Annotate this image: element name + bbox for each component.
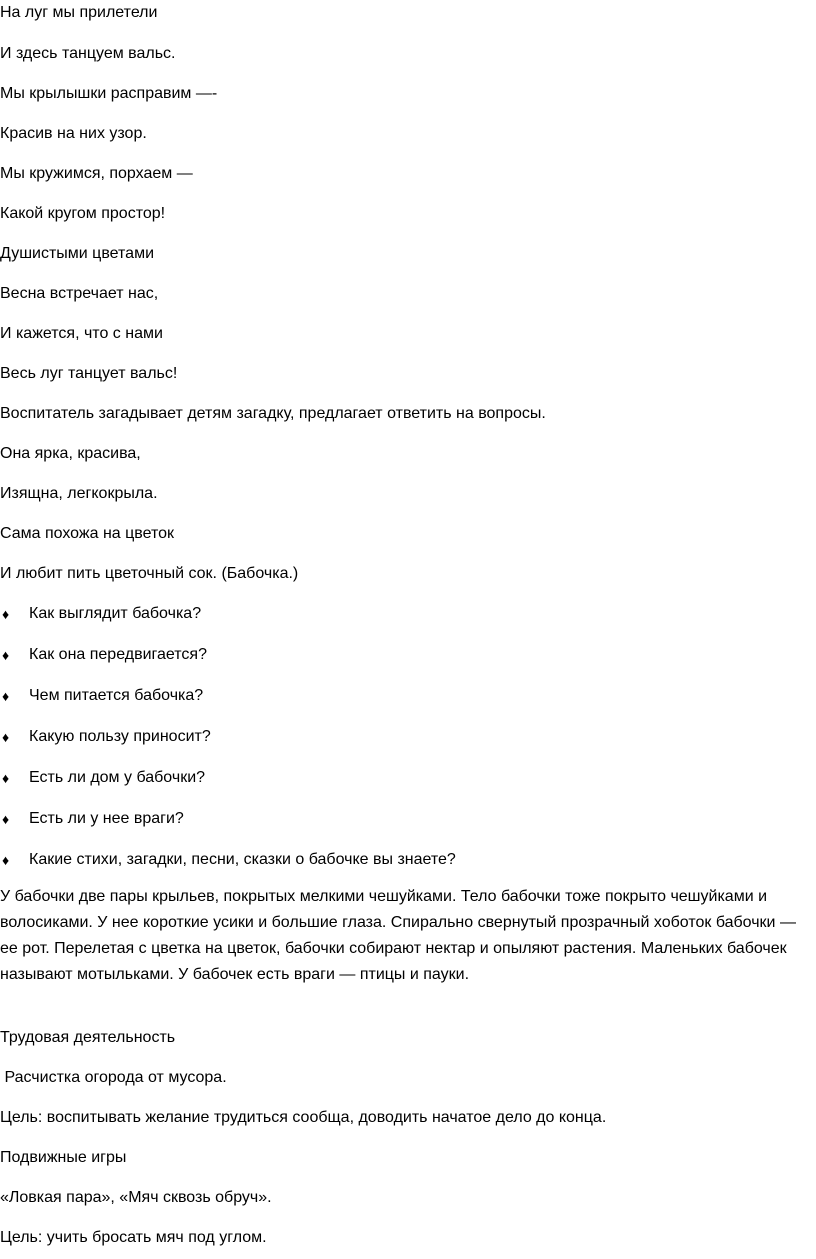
diamond-bullet-icon: ♦	[2, 688, 10, 704]
diamond-bullet-icon: ♦	[2, 606, 10, 622]
games-goal: Цель: учить бросать мяч под углом.	[0, 1229, 267, 1246]
riddle-line: Сама похожа на цветок	[0, 525, 175, 542]
question-item	[0, 604, 201, 624]
question-text: Есть ли у нее враги?	[29, 810, 184, 827]
description-paragraph: У бабочки две пары крыльев, покрытых мелкими чешуйками. Тело бабочки тоже покрыто чешуйками и волосиками. У нее короткие усики и большие глаза. Спирально свернутый прозрачный хоботок бабочки — ее рот. Перелетая с цветка на цветок, бабочки собирают нектар и опыляют растения. Маленьких бабочек называют мотыльками. У бабочек есть враги — птицы и пауки.	[0, 888, 796, 983]
question-item	[0, 768, 205, 788]
diamond-bullet-icon: ♦	[2, 647, 10, 663]
games-list: «Ловкая пара», «Мяч сквозь обруч».	[0, 1189, 272, 1206]
diamond-bullet-icon: ♦	[2, 852, 10, 868]
labor-task: Расчистка огорода от мусора.	[0, 1069, 227, 1086]
question-item	[0, 645, 207, 665]
poem-line: На луг мы прилетели	[0, 4, 158, 21]
question-item	[0, 686, 203, 706]
diamond-bullet-icon: ♦	[2, 770, 10, 786]
diamond-bullet-icon: ♦	[2, 729, 10, 745]
riddle-line: Она ярка, красива,	[0, 445, 141, 462]
question-item	[0, 809, 184, 829]
poem-line: Весь луг танцует вальс!	[0, 365, 178, 382]
poem-line: Мы крылышки расправим —-	[0, 85, 218, 102]
poem-line: Весна встречает нас,	[0, 285, 159, 302]
poem-line: Красив на них узор.	[0, 125, 147, 142]
question-text: Как она передвигается?	[29, 646, 207, 663]
games-heading: Подвижные игры	[0, 1149, 127, 1166]
poem-line: И здесь танцуем вальс.	[0, 45, 176, 62]
question-text: Как выглядит бабочка?	[29, 605, 202, 622]
question-item	[0, 727, 211, 747]
labor-heading: Трудовая деятельность	[0, 1029, 176, 1046]
riddle-line: Изящна, легкокрыла.	[0, 485, 158, 502]
question-text: Какие стихи, загадки, песни, сказки о бабочке вы знаете?	[29, 851, 456, 868]
riddle-line: И любит пить цветочный сок. (Бабочка.)	[0, 565, 299, 582]
poem-line: Душистыми цветами	[0, 245, 155, 262]
diamond-bullet-icon: ♦	[2, 811, 10, 827]
question-text: Какую пользу приносит?	[29, 728, 211, 745]
question-item	[0, 850, 456, 870]
poem-line: Мы кружимся, порхаем —	[0, 165, 193, 182]
question-text: Есть ли дом у бабочки?	[29, 769, 206, 786]
poem-line: Какой кругом простор!	[0, 205, 166, 222]
poem-line: И кажется, что с нами	[0, 325, 163, 342]
riddle-intro: Воспитатель загадывает детям загадку, предлагает ответить на вопросы.	[0, 405, 546, 422]
question-text: Чем питается бабочка?	[29, 687, 204, 704]
labor-goal: Цель: воспитывать желание трудиться сообща, доводить начатое дело до конца.	[0, 1109, 607, 1126]
